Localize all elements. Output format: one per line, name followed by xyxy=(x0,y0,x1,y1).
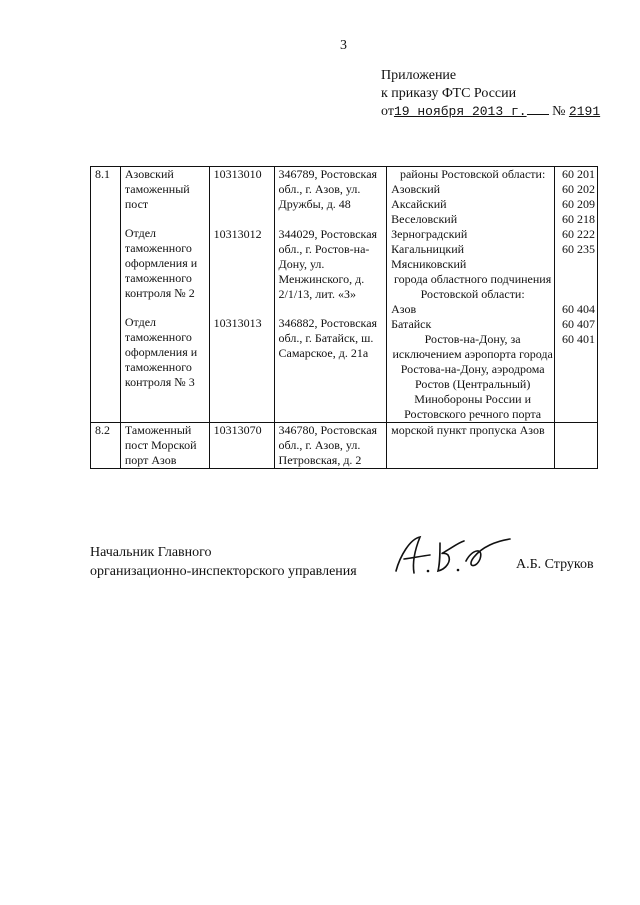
customs-table xyxy=(90,166,598,469)
okato-code: 60 401 xyxy=(562,332,595,346)
area-item: Веселовский xyxy=(391,212,458,226)
unit-address: 346789, Ростовская обл., г. Азов, ул. Дружбы, д. 48 xyxy=(278,167,378,211)
signatory-title-line2: организационно-инспекторского управления xyxy=(90,564,357,579)
area-item: Батайск xyxy=(391,317,432,331)
unit-code: 10313012 xyxy=(213,227,262,241)
appendix-line1: Приложение xyxy=(381,68,457,83)
appendix-date-line xyxy=(381,103,600,121)
signatory-title-line1: Начальник Главного xyxy=(90,545,212,560)
order-date: 19 ноября 2013 г. xyxy=(393,104,527,119)
okato-code: 60 202 xyxy=(562,182,595,196)
row-number: 8.1 xyxy=(91,167,121,423)
unit-code: 10313070 xyxy=(209,423,274,469)
area-item: Зерноградский xyxy=(391,227,468,241)
unit-name: Отдел таможенного оформления и таможенного контроля № 2 xyxy=(124,226,198,300)
area-item: Кагальницкий xyxy=(391,242,465,256)
unit-address: 346780, Ростовская обл., г. Азов, ул. Петровская, д. 2 xyxy=(274,423,387,469)
okato-spacer xyxy=(559,257,595,302)
area-item: Азовский xyxy=(391,182,441,196)
unit-addresses xyxy=(274,167,387,423)
page-number: 3 xyxy=(340,38,347,53)
area-item: Азов xyxy=(391,302,417,316)
table-row xyxy=(91,167,598,423)
area-item: морской пункт пропуска Азов xyxy=(387,423,555,469)
unit-code: 10313010 xyxy=(213,167,262,181)
handwritten-signature xyxy=(388,531,516,579)
signatory-name: А.Б. Струков xyxy=(516,557,594,572)
okato-code xyxy=(555,423,598,469)
okato-code: 60 218 xyxy=(562,212,595,226)
appendix-line2: к приказу ФТС России xyxy=(381,86,517,101)
area-item: Мясниковский xyxy=(391,257,467,271)
unit-address: 346882, Ростовская обл., г. Батайск, ш. Самарское, д. 21а xyxy=(278,316,378,360)
unit-name: Азовский таможенный пост xyxy=(124,167,190,211)
okato-code: 60 209 xyxy=(562,197,595,211)
date-prefix: от xyxy=(381,104,394,119)
unit-name: Таможенный пост Морской порт Азов xyxy=(120,423,209,469)
unit-name: Отдел таможенного оформления и таможенного контроля № 3 xyxy=(124,315,198,389)
table-row xyxy=(91,423,598,469)
area-item: Аксайский xyxy=(391,197,447,211)
number-prefix: № xyxy=(552,104,566,119)
okato-code: 60 235 xyxy=(562,242,595,256)
area-item: районы Ростовской области: xyxy=(399,167,546,181)
okato-codes xyxy=(555,167,598,423)
signatory-title xyxy=(90,543,357,581)
area-item: Ростов-на-Дону, за исключением аэропорта города Ростова-на-Дону, аэродрома Ростов (Центральный) Минобороны России и Ростовского речного порта xyxy=(392,332,553,421)
appendix-header xyxy=(381,67,600,121)
unit-code: 10313013 xyxy=(213,316,262,330)
unit-address: 344029, Ростовская обл., г. Ростов-на-Дону, ул. Менжинского, д. 2/1/13, лит. «З» xyxy=(278,227,378,301)
okato-code: 60 404 xyxy=(562,302,595,316)
area-list xyxy=(387,167,555,423)
okato-code: 60 407 xyxy=(562,317,595,331)
okato-code: 60 201 xyxy=(562,167,595,181)
unit-names xyxy=(120,167,209,423)
row-number: 8.2 xyxy=(91,423,121,469)
unit-codes xyxy=(209,167,274,423)
area-item: города областного подчинения Ростовской области: xyxy=(394,272,552,301)
okato-code: 60 222 xyxy=(562,227,595,241)
order-number: 2191 xyxy=(568,104,601,119)
